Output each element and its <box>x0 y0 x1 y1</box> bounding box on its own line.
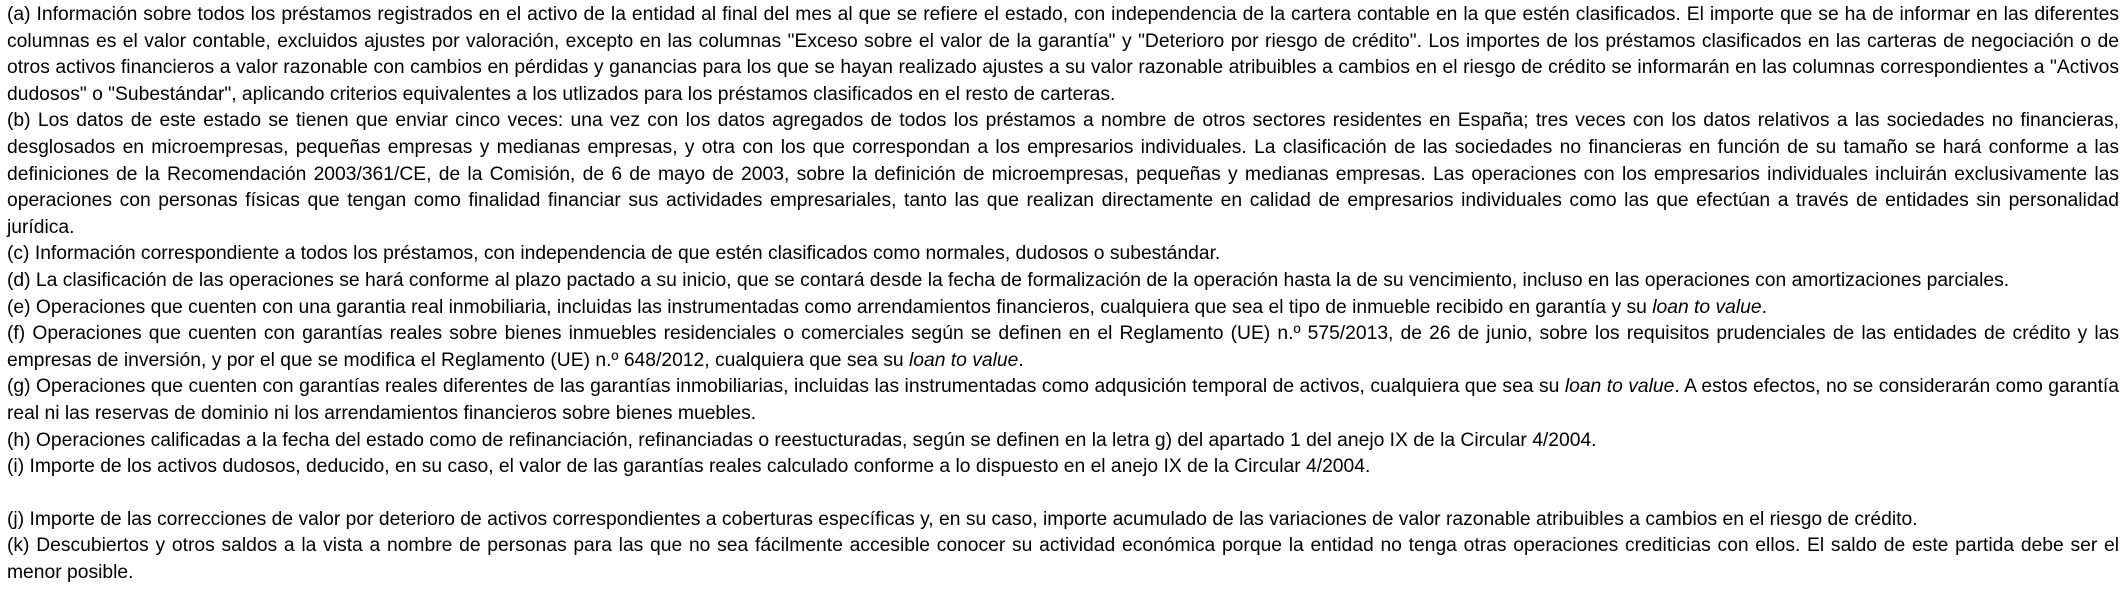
note-j-text: (j) Importe de las correcciones de valor por deterioro de activos correspondientes a coberturas específicas y, en su caso, importe acumulado de las variaciones de valor razonable atribuibles a cambios en el riesgo de crédito. <box>7 508 1918 530</box>
note-j <box>7 507 2119 534</box>
note-g-text: (g) Operaciones que cuenten con garantías reales diferentes de las garantías inmobiliarias, incluidas las instrumentadas como adqusición temporal de activos, cualquiera que sea su <box>7 376 1565 398</box>
note-g <box>7 374 2119 427</box>
footnotes-block <box>7 2 2119 586</box>
note-b-text: (b) Los datos de este estado se tienen que enviar cinco veces: una vez con los datos agregados de todos los préstamos a nombre de otros sectores residentes en España; tres veces con los datos relativos a las sociedades no financieras, desglosados en microempresas, pequeñas empresas y medianas empresas, y otra con los que correspondan a los empresarios individuales. La clasificación de las sociedades no financieras en función de su tamaño se hará conforme a las definiciones de la Recomendación 2003/361/CE, de la Comisión, de 6 de mayo de 2003, sobre la definición de microempresas, pequeñas y medianas empresas. Las operaciones con los empresarios individuales incluirán exclusivamente las operaciones con personas físicas que tengan como finalidad financiar sus actividades empresariales, tanto las que realizan directamente en calidad de empresarios individuales como las que efectúan a través de entidades sin personalidad jurídica. <box>7 110 2119 238</box>
note-e-italic: loan to value <box>1652 296 1762 318</box>
note-d-text: (d) La clasificación de las operaciones se hará conforme al plazo pactado a su inicio, que se contará desde la fecha de formalización de la operación hasta la de su vencimiento, incluso en las operaciones con amortizaciones parciales. <box>7 269 2010 291</box>
note-f <box>7 321 2119 374</box>
note-e-text: (e) Operaciones que cuenten con una garantia real inmobiliaria, incluidas las instrumentadas como arrendamientos financieros, cualquiera que sea el tipo de inmueble recibido en garantía y su <box>7 296 1653 318</box>
note-c <box>7 241 2119 268</box>
note-i-text: (i) Importe de los activos dudosos, deducido, en su caso, el valor de las garantías reales calculado conforme a lo dispuesto en el anejo IX de la Circular 4/2004. <box>7 456 1371 478</box>
note-e-tail: . <box>1761 296 1767 318</box>
note-k <box>7 533 2119 586</box>
note-c-text: (c) Información correspondiente a todos los préstamos, con independencia de que estén clasificados como normales, dudosos o subestándar. <box>7 243 1221 265</box>
note-g-tail: . A estos efectos, no se considerarán como garantía real ni las reservas de dominio ni los arrendamientos financieros sobre bienes muebles. <box>7 376 2120 424</box>
note-h <box>7 428 2119 455</box>
note-e <box>7 295 2119 322</box>
note-h-text: (h) Operaciones calificadas a la fecha del estado como de refinanciación, refinanciadas o reestucturadas, según se definen en la letra g) del apartado 1 del anejo IX de la Circular 4/2004. <box>7 429 1597 451</box>
note-a-text: (a) Información sobre todos los préstamos registrados en el activo de la entidad al final del mes al que se refiere el estado, con independencia de la cartera contable en la que estén clasificados. El importe que se ha de informar en las diferentes columnas es el valor contable, excluidos ajustes por valoración, excepto en las columnas "Exceso sobre el valor de la garantía" y "Deterioro por riesgo de crédito". Los importes de los préstamos clasificados en las carteras de negociación o de otros activos financieros a valor razonable con cambios en pérdidas y ganancias para los que se hayan realizado ajustes a su valor razonable atribuibles a cambios en el riesgo de crédito se informarán en las columnas correspondientes a "Activos dudosos" o "Subestándar", aplicando criterios equivalentes a los utlizados para los préstamos clasificados en el resto de carteras. <box>7 4 2119 105</box>
note-k-text: (k) Descubiertos y otros saldos a la vista a nombre de personas para las que no sea fácilmente accesible conocer su actividad económica porque la entidad no tenga otras operaciones crediticias con ellos. El saldo de este partida debe ser el menor posible. <box>7 535 2119 583</box>
note-f-tail: . <box>1018 349 1024 371</box>
note-d <box>7 268 2119 295</box>
note-f-text: (f) Operaciones que cuenten con garantías reales sobre bienes inmuebles residenciales o comerciales según se definen en el Reglamento (UE) n.º 575/2013, de 26 de junio, sobre los requisitos prudenciales de las entidades de crédito y las empresas de inversión, y por el que se modifica el Reglamento (UE) n.º 648/2012, cualquiera que sea su <box>7 323 2119 371</box>
note-a <box>7 2 2119 108</box>
note-b <box>7 108 2119 241</box>
note-g-italic: loan to value <box>1564 376 1675 398</box>
note-f-italic: loan to value <box>908 349 1019 371</box>
note-i <box>7 454 2119 481</box>
